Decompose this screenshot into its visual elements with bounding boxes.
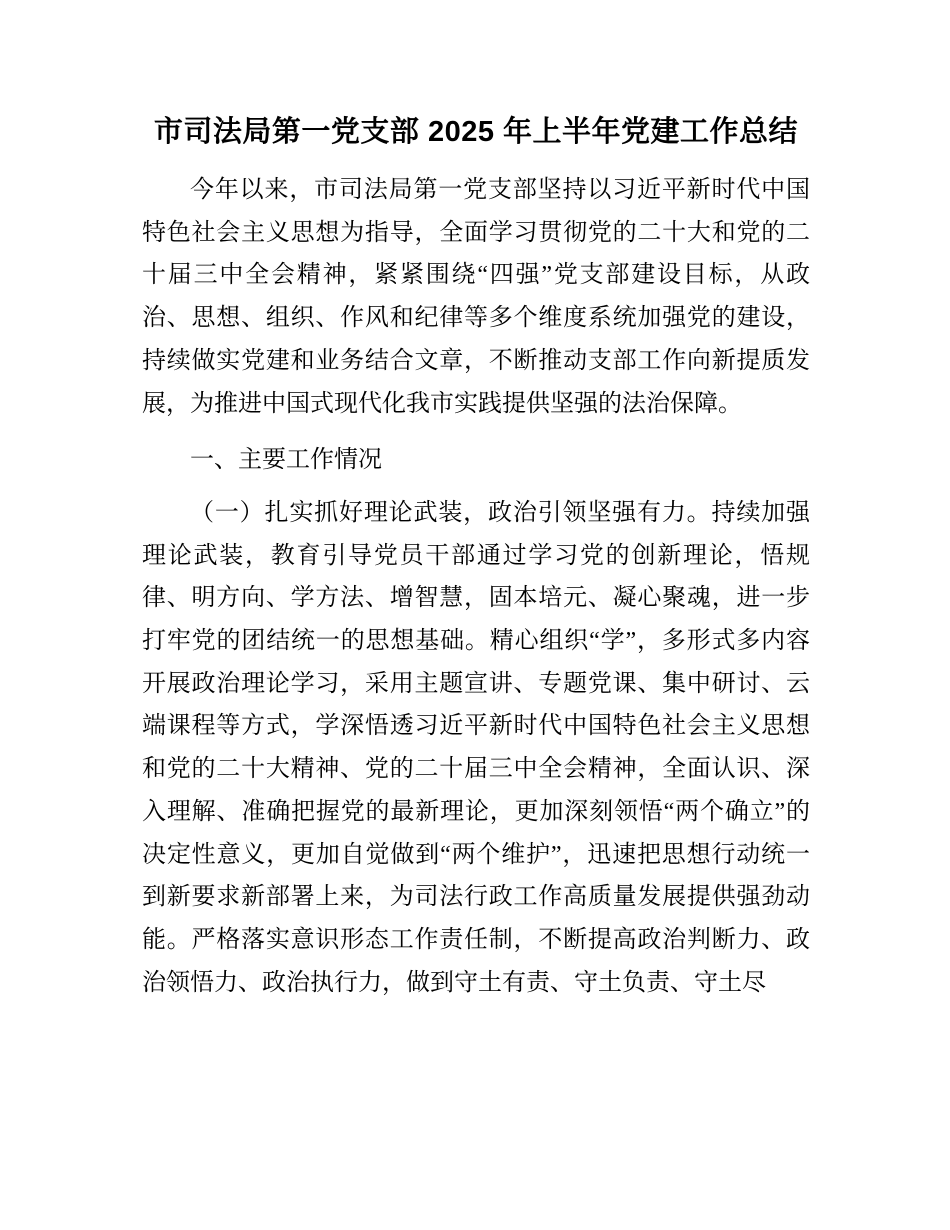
section-heading: 一、主要工作情况 [190, 447, 382, 474]
intro-paragraph: 今年以来，市司法局第一党支部坚持以习近平新时代中国特色社会主义思想为指导，全面学习贯彻党的二十大和党的二十届三中全会精神，紧紧围绕“四强”党支部建设目标，从政治、思想、组织、作风和纪律等多个维度系统加强党的建设，持续做实党建和业务结合文章，不断推动支部工作向新提质发展，为推进中国式现代化我市实践提供坚强的法治保障。 [142, 177, 810, 417]
document-title: 市司法局第一党支部 2025 年上半年党建工作总结 [153, 116, 799, 148]
section-paragraph: （一）扎实抓好理论武装，政治引领坚强有力。持续加强理论武装，教育引导党员干部通过学习党的创新理论，悟规律、明方向、学方法、增智慧，固本培元、凝心聚魂，进一步打牢党的团结统一的思想基础。精心组织“学”，多形式多内容开展政治理论学习，采用主题宣讲、专题党课、集中研讨、云端课程等方式，学深悟透习近平新时代中国特色社会主义思想和党的二十大精神、党的二十届三中全会精神，全面认识、深入理解、准确把握党的最新理论，更加深刻领悟“两个确立”的决定性意义，更加自觉做到“两个维护”，迅速把思想行动统一到新要求新部署上来，为司法行政工作高质量发展提供强劲动能。严格落实意识形态工作责任制，不断提高政治判断力、政治领悟力、政治执行力，做到守土有责、守土负责、守土尽 [142, 499, 810, 996]
